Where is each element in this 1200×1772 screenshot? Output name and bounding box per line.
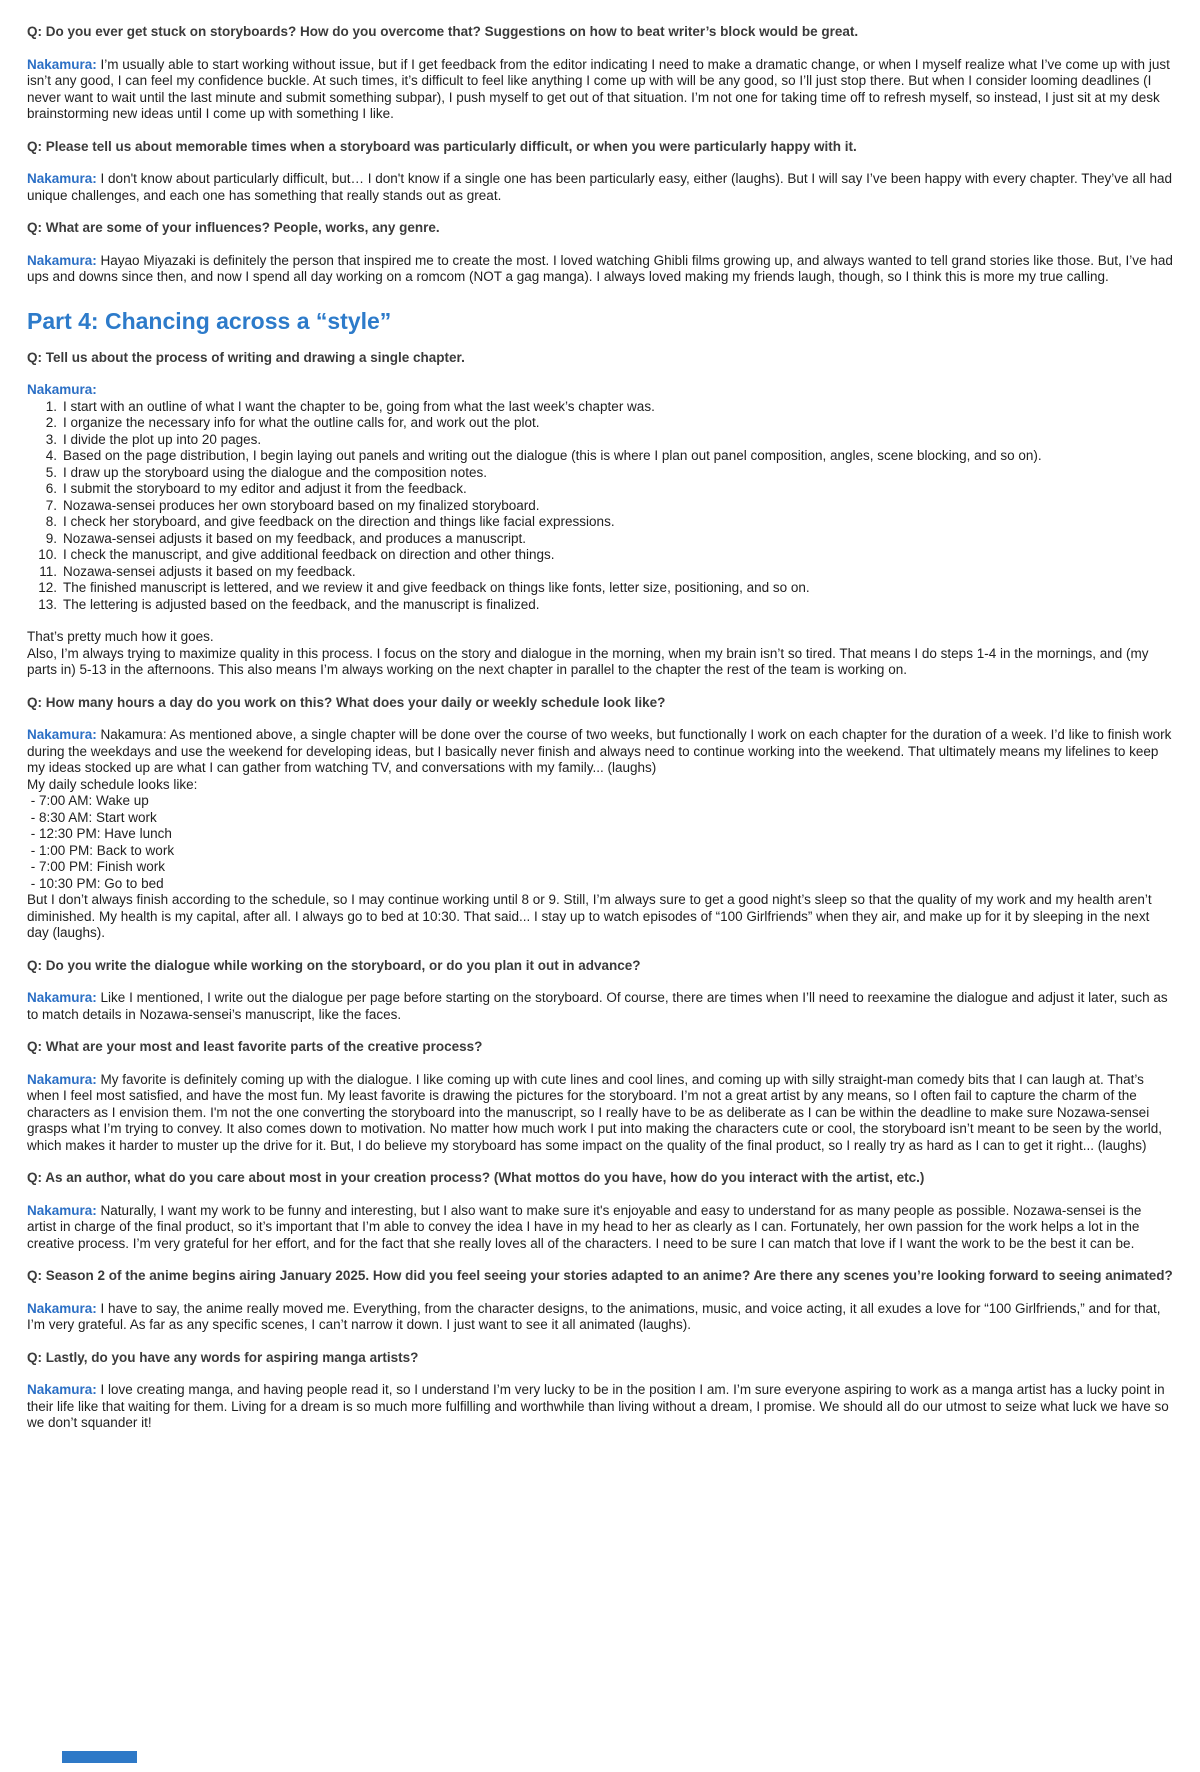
interview-answer [27, 57, 1174, 123]
list-item [37, 564, 1174, 581]
speaker-label: Nakamura: [27, 990, 97, 1005]
list-item-text: The lettering is adjusted based on the feedback, and the manuscript is finalized. [63, 596, 540, 612]
answer-text: I’m usually able to start working without issue, but if I get feedback from the editor indicating I need to make a dramatic change, or when I myself realize what I’ve come up with just isn’t any good, I can feel my confidence buckle. At such times, it’s difficult to feel like anything I come up with will be any good, so I’ll just stop there. But when I consider looming deadlines (I never want to wait until the last minute and submit something subpar), I push myself to get out of that situation. I’m not one for taking time off to refresh myself, so instead, I just sit at my desk brainstorming new ideas until I come up with something I like. [27, 56, 1170, 121]
list-item [37, 465, 1174, 482]
list-item-text: Nozawa-sensei adjusts it based on my feedback. [63, 563, 356, 579]
list-item [37, 580, 1174, 597]
list-item-text: I divide the plot up into 20 pages. [63, 431, 262, 447]
answer-text: Nakamura: As mentioned above, a single chapter will be done over the course of two weeks, but functionally I work on each chapter for the duration of a week. I’d like to finish work during the weekdays and use the weekend for developing ideas, but I basically never finish and always need to continue working into the weekend. That ultimately means my lifelines to keep my ideas stocked up are what I can gather from watching TV, and conversations with my family... (laughs) [27, 727, 1172, 775]
interview-question: Q: How many hours a day do you work on this? What does your daily or weekly schedule look like? [27, 694, 666, 710]
speaker-label: Nakamura: [27, 382, 97, 397]
interview-answer [27, 1382, 1174, 1432]
list-item-number: 9. [45, 530, 57, 546]
list-item-number: 8. [45, 514, 57, 529]
speaker-label: Nakamura: [27, 727, 97, 742]
interview-answer [27, 1072, 1174, 1155]
text-line: - 1:00 PM: Back to work [27, 842, 175, 858]
text-line: - 7:00 AM: Wake up [27, 793, 149, 808]
paragraph-lines [27, 629, 1174, 679]
list-item-number: 13. [38, 596, 57, 612]
list-item-text: The finished manuscript is lettered, and we review it and give feedback on things like fonts, letter size, positioning, and so on. [63, 580, 810, 595]
speaker-label: Nakamura: [27, 171, 97, 186]
speaker-label: Nakamura: [27, 1382, 97, 1397]
answer-text: I love creating manga, and having people read it, so I understand I’m very lucky to be in the position I am. I’m sure everyone aspiring to work as a manga artist has a lucky point in their life like that waiting for them. Living for a dream is so much more fulfilling and worthwhile than living without a dream, I promise. We should all do our utmost to seize what luck we have so we don’t squander it! [27, 1382, 1169, 1430]
answer-text: I don't know about particularly difficult, but… I don't know if a single one has been particularly easy, either (laughs). But I will say I’ve been happy with every chapter. They’ve all had unique challenges, and each one has something that really stands out as great. [27, 171, 1173, 203]
list-item-number: 7. [45, 497, 57, 513]
interview-question: Q: Do you write the dialogue while working on the storyboard, or do you plan it out in advance? [27, 957, 641, 973]
interview-question: Q: Season 2 of the anime begins airing January 2025. How did you feel seeing your stories adapted to an anime? Are there any scenes you’re looking forward to seeing animated? [27, 1268, 1173, 1283]
text-line: - 10:30 PM: Go to bed [27, 875, 164, 891]
text-line: My daily schedule looks like: [27, 776, 198, 792]
interview-question: Q: What are some of your influences? People, works, any genre. [27, 220, 440, 235]
text-line: - 7:00 PM: Finish work [27, 859, 166, 874]
text-line: But I don’t always finish according to the schedule, so I may continue working until 8 or 9. Still, I’m always sure to get a good night’s sleep so that the quality of my work and my health aren’t diminished. My health is my capital, after all. I always go to bed at 10:30. That said... I stay up to watch episodes of “100 Girlfriends” when they air, and make up for it by sleeping in the next day (laughs). [27, 892, 1156, 940]
list-item-text: I start with an outline of what I want the chapter to be, going from what the last week’s chapter was. [63, 398, 655, 414]
interview-answer [27, 990, 1174, 1023]
list-item-number: 4. [45, 448, 57, 463]
list-item-number: 11. [39, 563, 57, 579]
speaker-label: Nakamura: [27, 252, 97, 268]
interview-question: Q: Tell us about the process of writing and drawing a single chapter. [27, 349, 465, 365]
answer-text: My favorite is definitely coming up with the dialogue. I like coming up with cute lines and cool lines, and coming up with silly straight-man comedy bits that I can laugh at. That’s when I feel most satisfied, and have the most fun. My least favorite is drawing the pictures for the storyboard. I’m not a great artist by any means, so I often fail to capture the charm of the characters as I envision them. I'm not the one converting the storyboard into the manuscript, so I really have to be as deliberate as I can be within the deadline to make sure Nozawa-sensei grasps what I’m trying to convey. It also comes down to motivation. No matter how much work I put into making the characters cute or cool, the storyboard isn’t meant to be seen by the world, which makes it harder to muster up the drive for it. But, I do believe my storyboard has some impact on the quality of the final product, so I really try as hard as I can to get it right... (laughs) [27, 1071, 1163, 1153]
interview-question: Q: Please tell us about memorable times when a storyboard was particularly difficult, or when you were particularly happy with it. [27, 138, 857, 154]
page-bottom-blue-bar [62, 1751, 137, 1763]
interview-question: Q: Lastly, do you have any words for aspiring manga artists? [27, 1349, 419, 1365]
list-item-text: I draw up the storyboard using the dialogue and the composition notes. [63, 464, 488, 480]
list-item [37, 498, 1174, 515]
process-steps-list [27, 399, 1174, 614]
interview-answer [27, 1203, 1174, 1253]
interview-question: Q: Do you ever get stuck on storyboards? How do you overcome that? Suggestions on how to beat writer’s block would be great. [27, 24, 859, 39]
list-item [37, 481, 1174, 498]
list-item-text: Nozawa-sensei produces her own storyboard based on my finalized storyboard. [63, 497, 540, 513]
section-heading: Part 4: Chancing across a “style” [27, 307, 392, 334]
list-item [37, 432, 1174, 449]
list-item-number: 6. [45, 481, 57, 496]
answer-text: Hayao Miyazaki is definitely the person that inspired me to create the most. I loved watching Ghibli films growing up, and always wanted to tell grand stories like those. But, I’ve had ups and downs since then, and now I spend all day working on a romcom (NOT a gag manga). I always loved making my friends laugh, though, so I think this is more my true calling. [27, 252, 1173, 284]
list-item-number: 1. [45, 398, 57, 414]
list-item-number: 10. [38, 547, 57, 562]
paragraph-lines [27, 777, 1174, 942]
list-item [37, 448, 1174, 465]
text-line: Also, I’m always trying to maximize quality in this process. I focus on the story and dialogue in the morning, when my brain isn’t so tired. That means I do steps 1-4 in the mornings, and (my parts in) 5-13 in the afternoons. This also means I’m always working on the next chapter in parallel to the chapter the rest of the team is working on. [27, 645, 1153, 677]
interview-answer [27, 727, 1174, 777]
list-item-number: 5. [45, 464, 57, 480]
answer-text: Like I mentioned, I write out the dialogue per page before starting on the storyboard. Of course, there are times when I’ll need to reexamine the dialogue and adjust it later, such as to match details in Nozawa-sensei’s manuscript, like the faces. [27, 990, 1168, 1022]
text-line: - 12:30 PM: Have lunch [27, 826, 172, 841]
list-item-text: I check her storyboard, and give feedback on the direction and things like facial expressions. [63, 514, 615, 529]
speaker-label: Nakamura: [27, 1202, 97, 1218]
list-item [37, 597, 1174, 614]
list-item-text: Based on the page distribution, I begin laying out panels and writing out the dialogue (this is where I plan out panel composition, angles, scene blocking, and so on). [63, 448, 1042, 463]
list-item [37, 531, 1174, 548]
interview-answer [27, 1301, 1174, 1334]
list-item-text: I submit the storyboard to my editor and adjust it from the feedback. [63, 481, 467, 496]
interview-answer [27, 382, 1174, 399]
list-item-text: I check the manuscript, and give additional feedback on direction and other things. [63, 547, 555, 562]
interview-answer [27, 253, 1174, 286]
speaker-label: Nakamura: [27, 1300, 97, 1316]
answer-text: Naturally, I want my work to be funny and interesting, but I also want to make sure it's enjoyable and easy to understand for as many people as possible. Nozawa-sensei is the artist in charge of the final product, so it’s important that I’m able to convey the idea I have in my head to her as clearly as I can. Fortunately, her own passion for the work helps a lot in the creative process. I’m very grateful for her effort, and for the fact that she really loves all of the characters. I need to be sure I can match that love if I want the work to be the best it can be. [27, 1202, 1142, 1251]
text-line: - 8:30 AM: Start work [27, 809, 157, 825]
list-item [37, 399, 1174, 416]
list-item-number: 3. [45, 431, 57, 447]
list-item-text: Nozawa-sensei adjusts it based on my feedback, and produces a manuscript. [63, 530, 527, 546]
speaker-label: Nakamura: [27, 1071, 97, 1087]
list-item [37, 547, 1174, 564]
list-item-text: I organize the necessary info for what the outline calls for, and work out the plot. [63, 415, 540, 430]
interview-question: Q: As an author, what do you care about most in your creation process? (What mottos do you have, how do you interact with the artist, etc.) [27, 1170, 925, 1185]
list-item [37, 415, 1174, 432]
interview-question: Q: What are your most and least favorite parts of the creative process? [27, 1039, 483, 1054]
interview-answer [27, 171, 1174, 204]
list-item-number: 2. [45, 415, 57, 430]
list-item [37, 514, 1174, 531]
speaker-label: Nakamura: [27, 56, 97, 72]
text-line: That’s pretty much how it goes. [27, 629, 214, 644]
answer-text: I have to say, the anime really moved me. Everything, from the character designs, to the animations, music, and voice acting, it all exudes a love for “100 Girlfriends,” and for that, I’m very grateful. As far as any specific scenes, I can’t narrow it down. I just want to see it all animated (laughs). [27, 1300, 1161, 1332]
list-item-number: 12. [38, 580, 57, 595]
